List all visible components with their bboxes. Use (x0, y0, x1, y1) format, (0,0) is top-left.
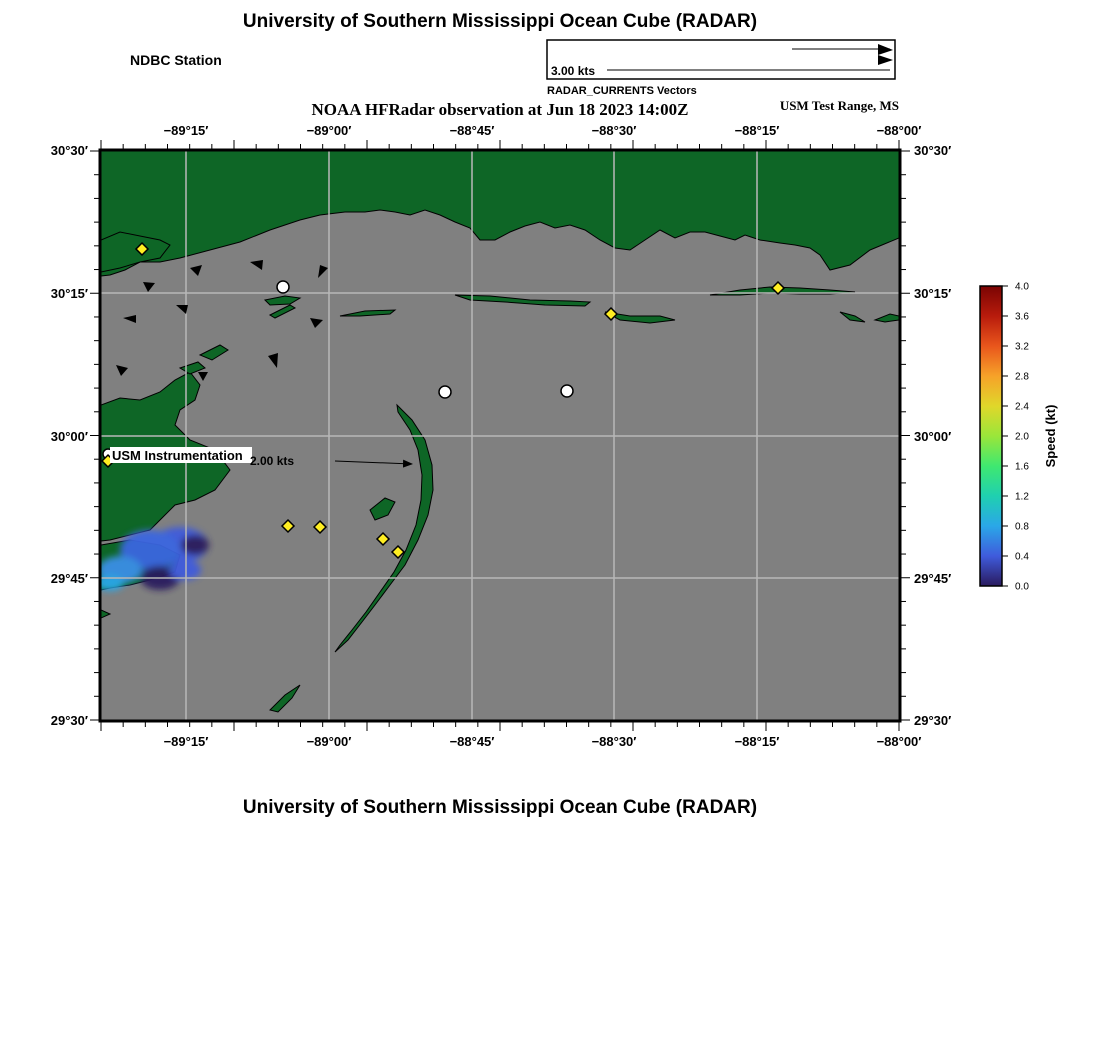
colorbar-tick-label: 0.4 (1015, 551, 1029, 563)
legend-caption: RADAR_CURRENTS Vectors (547, 85, 697, 97)
colorbar-tick-label: 1.6 (1015, 461, 1029, 473)
lon-tick-bottom-4: −88°30′ (591, 734, 637, 749)
colorbar-tick-label: 3.6 (1015, 311, 1029, 323)
vector-legend (547, 40, 895, 79)
lat-tick-right-1: 30°30′ (914, 143, 952, 158)
lon-tick-top-2: −89°00′ (306, 123, 352, 138)
lat-tick-left-3: 30°00′ (50, 429, 88, 444)
lon-tick-top-6: −88°00′ (876, 123, 922, 138)
lat-tick-right-2: 30°15′ (914, 286, 952, 301)
map-subtitle: NOAA HFRadar observation at Jun 18 2023 14:00Z (311, 100, 689, 119)
lat-tick-left-4: 29°45′ (50, 571, 88, 586)
colorbar-tick-label: 4.0 (1015, 281, 1029, 293)
instrument-speed: 2.00 kts (250, 454, 295, 468)
colorbar-tick-label: 2.0 (1015, 431, 1029, 443)
lon-tick-top-5: −88°15′ (734, 123, 780, 138)
colorbar-tick-label: 2.8 (1015, 371, 1029, 383)
footer-title: University of Southern Mississippi Ocean Cube (RADAR) (242, 797, 758, 818)
lon-tick-top-4: −88°30′ (591, 123, 637, 138)
colorbar-tick-label: 3.2 (1015, 341, 1029, 353)
figure-title: University of Southern Mississippi Ocean Cube (RADAR) (242, 11, 758, 32)
lat-tick-right-5: 29°30′ (914, 713, 952, 728)
lon-tick-top-3: −88°45′ (449, 123, 495, 138)
lon-tick-top-1: −89°15′ (163, 123, 209, 138)
lat-tick-left-1: 30°30′ (50, 143, 88, 158)
lon-tick-bottom-2: −89°00′ (306, 734, 352, 749)
lat-tick-right-3: 30°00′ (914, 429, 952, 444)
colorbar-tick-label: 1.2 (1015, 491, 1029, 503)
instrument-label: USM Instrumentation (112, 448, 243, 463)
colorbar-tick-label: 0.8 (1015, 521, 1029, 533)
lat-tick-right-4: 29°45′ (914, 571, 952, 586)
colorbar-tick-label: 0.0 (1015, 581, 1029, 593)
lon-tick-bottom-5: −88°15′ (734, 734, 780, 749)
lat-tick-left-5: 29°30′ (50, 713, 88, 728)
legend-speed: 3.00 kts (551, 64, 596, 78)
lat-tick-left-2: 30°15′ (50, 286, 88, 301)
lon-tick-bottom-6: −88°00′ (876, 734, 922, 749)
region-label: USM Test Range, MS (779, 98, 899, 113)
colorbar-tick-label: 2.4 (1015, 401, 1029, 413)
lon-tick-bottom-3: −88°45′ (449, 734, 495, 749)
lon-tick-bottom-1: −89°15′ (163, 734, 209, 749)
ndbc-station-label: NDBC Station (130, 52, 222, 68)
colorbar-label: Speed (kt) (1043, 404, 1058, 468)
